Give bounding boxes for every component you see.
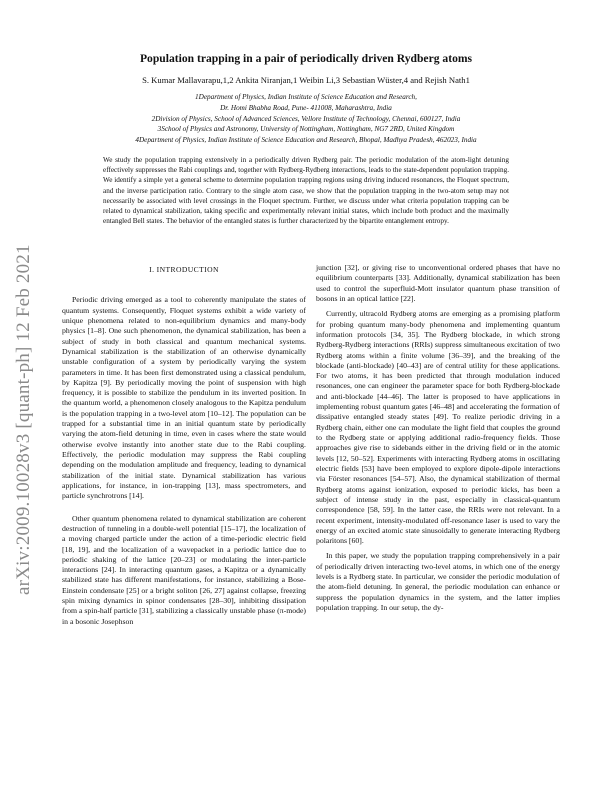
affiliation-line: 4Department of Physics, Indian Institute of Science Education and Research, Bhopal, Madhya Pradesh, 462023, India — [135, 136, 477, 145]
body-paragraph: Other quantum phenomena related to dynamical stabilization are coherent destruction of tunneling in a double-well potential [15–17], the localization of a moving charged particle under the action of a time-periodic electric field [18, 19], and the localization of a wavepacket in a periodic lattice due to periodic shaking of the lattice [20–23] or modulating the inter-particle interactions [24]. In interacting quantum gases, a Kapitza or a dynamically stabilized state has different manifestations, for instance, stabilizing a Bose-Einstein condensate [25] or a bright soliton [26, 27] against collapse, freezing spin mixing dynamics in spinor condensates [28–30], inhibiting dissipation from a spin-half particle [31], stabilizing a classically unstable phase (π-mode) in a bosonic Josephson — [62, 513, 306, 626]
paper-title: Population trapping in a pair of periodically driven Rydberg atoms — [139, 52, 473, 65]
body-paragraph: Periodic driving emerged as a tool to coherently manipulate the states of quantum systems. Consequently, Floquet systems exhibit a wide variety of unique phenomena related to non-equilibrium dynamics and many-body physics [1–8]. One such phenomenon, the dynamical stabilization, has been a subject of study in both classical and quantum mechanical systems. Dynamical stabilization is the stabilization of an otherwise dynamically unstable configuration of a system by periodically varying the system parameters in time. It has been first demonstrated using a classical pendulum, by Kapitza [9]. By periodically moving the point of suspension with high frequency, it is possible to stabilize the pendulum in its inverted position. In the quantum world, a phenomenon closely analogous to the Kapitza pendulum is the population trapping in a two-level atom [10–12]. The population can be trapped for a substantial time in an initial quantum state by periodically varying the atom-field detuning in time, even in cases where the state would otherwise evolve instantly into another state due to the Rabi coupling. Effectively, the periodic modulation may suppress the Rabi coupling depending on the modulation amplitude and frequency, leading to dynamical stabilization of the initial state. Dynamical stabilization has various applications, for instance, in ion-trapping [13], mass spectrometers, and particle synchrotrons [14]. — [62, 295, 306, 501]
body-paragraph: Currently, ultracold Rydberg atoms are emerging as a promising platform for probing quantum many-body phenomena and implementing quantum information protocols [34, 35]. The Rydberg blockade, in which strong Rydberg-Rydberg interactions (RRIs) suppress simultaneous excitation of two Rydberg atoms within a finite volume [36–39], and the breaking of the blockade (anti-blockade) [40–43] are of central utility for these applications. For two atoms, it has been predicted that through modulation induced resonances, one can engineer the parameter space for both Rydberg-blockade and anti-blockade [44–46]. The latter is proposed to have applications in implementing robust quantum gates [46–48] and accelerating the formation of dissipative entangled steady states [49]. To realize periodic driving in a Rydberg chain, either one can modulate the light field that couples the ground to the Rydberg state or applying additional radio-frequency fields. Those approaches give rise to sidebands either in the driving field or in the atomic levels [12, 50–52]. Experiments with interacting Rydberg atoms in oscillating electric fields [53] have been employed to explore dipole-dipole interactions via Förster resonances [54–57]. Also, the dynamical stabilization of thermal Rydberg atoms against ionization, exposed to periodic kicks, has been a subject of intense study in the past, especially in classical-quantum correspondence [58, 59]. In the latter case, the RRIs were not relevant. In a recent experiment, intensity-modulated off-resonance laser is used to vary the energy of an excited atomic state sinusoidally to generate interacting Rydberg polaritons [60]. — [316, 309, 560, 546]
section-heading: I. INTRODUCTION — [149, 265, 219, 274]
body-paragraph: junction [32], or giving rise to unconventional ordered phases that have no equilibrium counterparts [33]. Additionally, dynamical stabilization has been used to control the superfluid-Mott insulator quantum phase transition of bosons in an optical lattice [22]. — [316, 263, 560, 303]
affiliation-line: Dr. Homi Bhabha Road, Pune- 411008, Maharashtra, India — [220, 103, 392, 112]
arxiv-stamp-text: arXiv:2009.10028v3 [quant-ph] 12 Feb 2021 — [13, 244, 34, 595]
abstract: We study the population trapping extensively in a periodically driven Rydberg pair. The periodic modulation of the atom-light detuning effectively suppresses the Rabi couplings and, together with Rydberg-Rydberg interactions, leads to the state-dependent population trapping. We identify a simple yet a general scheme to determine population trapping regions using driving induced resonances, the Floquet spectrum, and the inverse participation ratio. Contrary to the single atom case, we show that the population trapping in the two-atom setup may not necessarily be associated with level crossings in the Floquet spectrum. Further, we discuss under what criteria population trapping can be related to dynamical stabilization, taking specific and experimentally relevant initial states, which include both product and the maximally entangled Bell states. The behavior of the entangled states is further characterized by the bipartite entanglement entropy. — [103, 156, 509, 226]
right-column — [316, 263, 560, 618]
left-column — [62, 263, 306, 639]
body-paragraph: In this paper, we study the population trapping comprehensively in a pair of periodically driven interacting two-level atoms, in which one of the energy levels is a Rydberg state. In particular, we consider the periodic modulation of the atom-field detuning. In general, the periodic modulation can enhance or suppress the population dynamics in the system, and the latter implies population trapping. In our setup, the dy- — [316, 551, 560, 612]
affiliation-line: 1Department of Physics, Indian Institute of Science Education and Research, — [195, 93, 417, 101]
arxiv-side-stamp — [4, 195, 38, 595]
affiliations — [60, 92, 552, 146]
affiliation-line: 3School of Physics and Astronomy, University of Nottingham, Nottingham, NG7 2RD, United Kingdom — [157, 125, 455, 134]
affiliation-line: 2Division of Physics, School of Advanced Sciences, Vellore Institute of Technology, Chennai, 600127, India — [151, 114, 461, 123]
author-list: S. Kumar Mallavarapu,1,2 Ankita Niranjan,1 Weibin Li,3 Sebastian Wüster,4 and Rejish Nath1 — [142, 75, 470, 85]
